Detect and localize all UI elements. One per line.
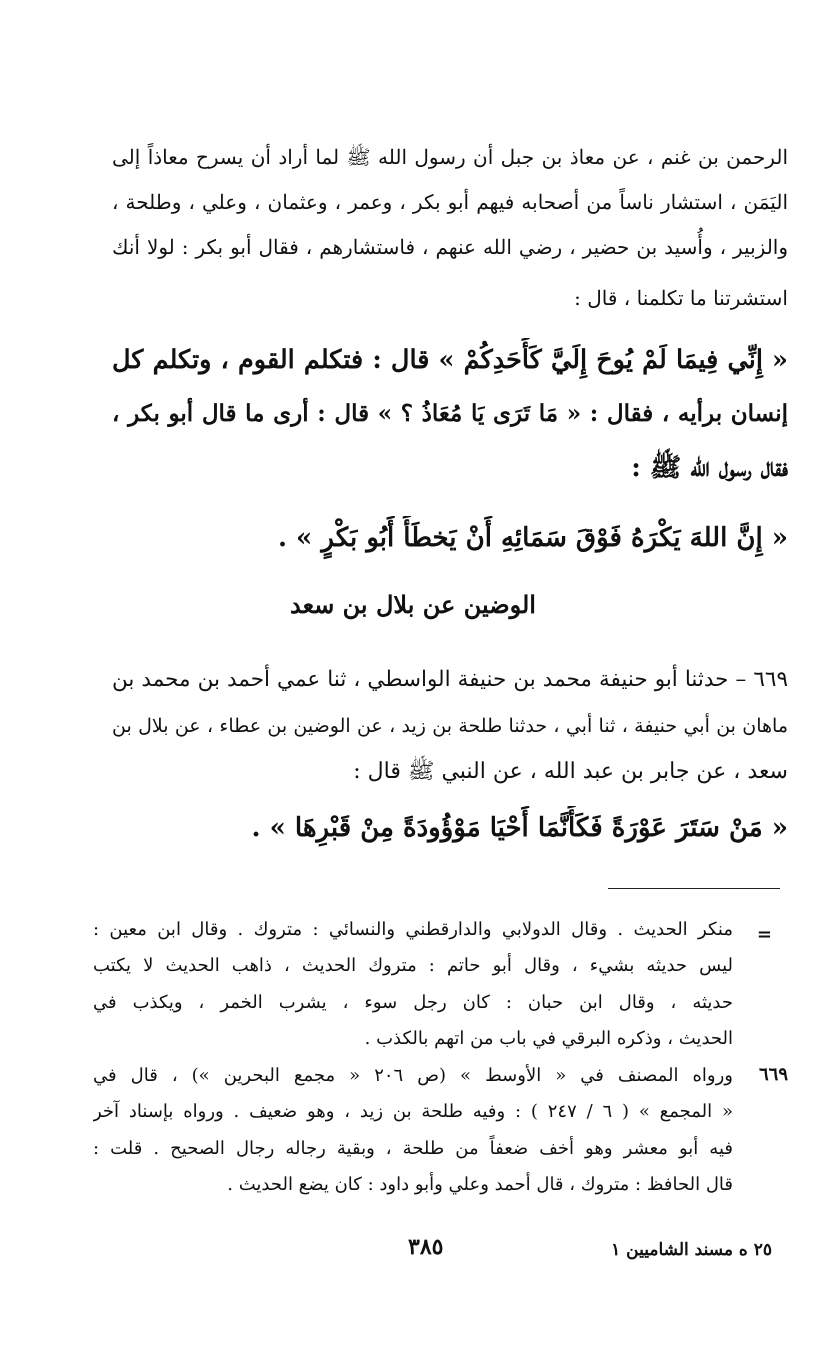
hadith-line: سعد ، عن جابر بن عبد الله ، عن النبي ﷺ قال : — [353, 759, 788, 784]
footnote-line: حديثه ، وقال ابن حبان : كان رجل سوء ، يشرب الخمر ، ويكذب في — [93, 992, 733, 1013]
hadith-line: ماهان بن أبي حنيفة ، ثنا أبي ، حدثنا طلحة بن زيد ، عن الوضين بن عطاء ، عن بلال بن — [112, 715, 788, 737]
body-line: استشرتنا ما تكلمنا ، قال : — [574, 286, 788, 310]
signature-mark: ٢٥ ه مسند الشاميين ١ — [611, 1240, 772, 1260]
quote-line: « إِنَّ اللهَ يَكْرَهُ فَوْقَ سَمَائِهِ أَنْ يَخطَأَ أَبُو بَكْرٍ » . — [277, 523, 788, 553]
section-heading: الوضين عن بلال بن سعد — [290, 590, 536, 619]
footnote-line: ورواه المصنف في « الأوسط » (ص ٢٠٦ « مجمع البحرين ») ، قال في — [93, 1065, 733, 1086]
body-line: الرحمن بن غنم ، عن معاذ بن جبل أن رسول الله ﷺ لما أراد أن يسرح معاذاً إلى — [112, 145, 788, 169]
body-line: والزبير ، وأُسيد بن حضير ، رضي الله عنهم ، فاستشارهم ، فقال أبو بكر : لولا أنك — [112, 235, 788, 259]
footnote-line: قال الحافظ : متروك ، قال أحمد وعلي وأبو داود : كان يضع الحديث . — [227, 1174, 733, 1195]
quote-line: فقال رسول الله ﷺ : — [631, 453, 788, 483]
footnote-number: ٦٦٩ — [758, 1064, 788, 1085]
footnote-separator — [608, 888, 780, 889]
hadith-line: ٦٦٩ – حدثنا أبو حنيفة محمد بن حنيفة الواسطي ، ثنا عمي أحمد بن محمد بن — [112, 667, 788, 692]
hadith-quote: « مَنْ سَتَرَ عَوْرَةً فَكَأَنَّمَا أَحْيَا مَوْؤُودَةً مِنْ قَبْرِهَا » . — [251, 813, 788, 843]
page-number: ٣٨٥ — [408, 1234, 444, 1260]
footnote-line: « المجمع » ( ٦ / ٢٤٧ ) : وفيه طلحة بن زيد ، وهو ضعيف . ورواه بإسناد آخر — [93, 1101, 733, 1122]
body-line: اليَمَن ، استشار ناساً من أصحابه فيهم أبو بكر ، وعمر ، وعثمان ، وعلي ، وطلحة ، — [112, 190, 788, 214]
footnote-line: فيه أبو معشر وهو أخف ضعفاً من طلحة ، وبقية رجاله رجال الصحيح . قلت : — [93, 1138, 733, 1159]
quote-line: إنسان برأيه ، فقال : « مَا تَرَى يَا مُعَاذُ ؟ » قال : أرى ما قال أبو بكر ، — [112, 400, 788, 427]
footnote-line: ليس حديثه بشيء ، وقال أبو حاتم : متروك الحديث ، ذاهب الحديث لا يكتب — [93, 955, 733, 976]
footnote-line: منكر الحديث . وقال الدولابي والدارقطني والنسائي : متروك . وقال ابن معين : — [93, 919, 733, 940]
footnote-continuation-marker: = — [756, 924, 772, 945]
quote-line: « إِنِّي فِيمَا لَمْ يُوحَ إِلَيَّ كَأَحَدِكُمْ » قال : فتكلم القوم ، وتكلم كل — [112, 345, 788, 375]
footnote-line: الحديث ، وذكره البرقي في باب من اتهم بالكذب . — [364, 1028, 733, 1049]
